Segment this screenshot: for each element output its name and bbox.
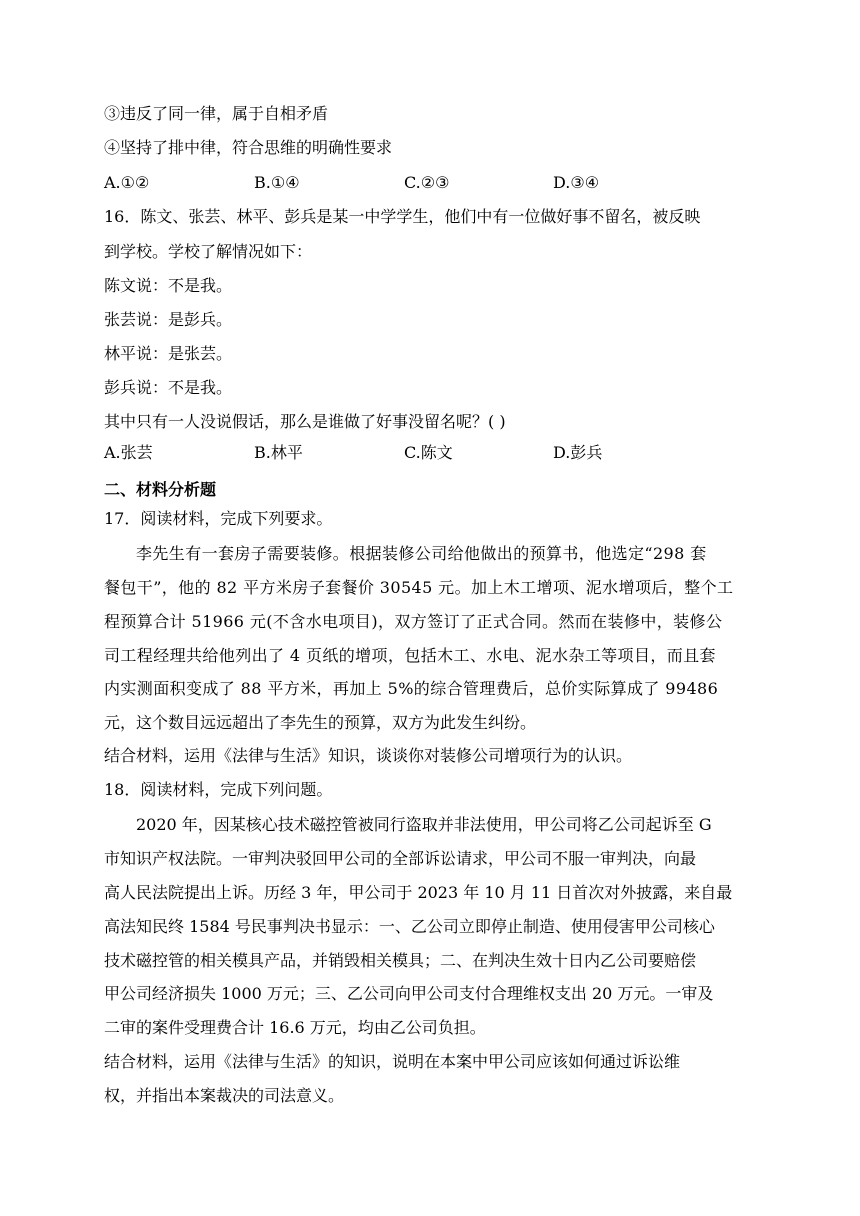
q16-stem-line1: 16．陈文、张芸、林平、彭兵是某一中学学生，他们中有一位做好事不留名，被反映 [104,207,701,226]
q16-question: 其中只有一人没说假话，那么是谁做了好事没留名呢？( ) [104,412,506,431]
q16-statement-3: 林平说：是张芸。 [104,344,233,363]
q15-option-a: A.①② [104,173,150,192]
q15-item-3: ③违反了同一律，属于自相矛盾 [104,104,329,123]
q17-material-line: 内实测面积变成了 88 平方米，再加上 5%的综合管理费后，总价实际算成了 99486 [104,679,719,698]
q16-option-a: A.张芸 [104,443,153,462]
q18-material-line: 市知识产权法院。一审判决驳回甲公司的全部诉讼请求，甲公司不服一审判决，向最 [104,849,697,868]
q18-material-line: 二审的案件受理费合计 16.6 万元，均由乙公司负担。 [104,1018,486,1037]
q17-material-line: 司工程经理共给他列出了 4 页纸的增项，包括木工、水电、泥水杂工等项目，而且套 [104,646,716,665]
q15-option-c: C.②③ [404,173,450,192]
q16-stem-line2: 到学校。学校了解情况如下： [104,242,313,261]
q16-option-b: B.林平 [254,443,303,462]
q18-stem: 18．阅读材料，完成下列问题。 [104,780,333,799]
q16-option-d: D.彭兵 [553,443,603,462]
q15-item-4: ④坚持了排中律，符合思维的明确性要求 [104,138,393,157]
q18-material-line: 2020 年，因某核心技术磁控管被同行盗取并非法使用，甲公司将乙公司起诉至 G [136,815,712,834]
q17-question: 结合材料，运用《法律与生活》知识，谈谈你对装修公司增项行为的认识。 [104,746,633,765]
q18-material-line: 高人民法院提出上诉。历经 3 年，甲公司于 2023 年 10 月 11 日首次对外披露，来自最 [104,883,733,902]
q18-material-line: 甲公司经济损失 1000 万元；三、乙公司向甲公司支付合理维权支出 20 万元。一审及 [104,984,714,1003]
section-heading: 二、材料分析题 [104,480,217,499]
q18-question-line1: 结合材料，运用《法律与生活》的知识，说明在本案中甲公司应该如何通过诉讼维 [104,1052,681,1071]
q18-material-line: 高法知民终 1584 号民事判决书显示：一、乙公司立即停止制造、使用侵害甲公司核心 [104,917,715,936]
q16-option-c: C.陈文 [404,443,453,462]
q17-material-line: 餐包干”，他的 82 平方米房子套餐价 30545 元。加上木工增项、泥水增项后，整个工 [104,578,734,597]
q15-option-d: D.③④ [553,173,600,192]
q18-material-line: 技术磁控管的相关模具产品，并销毁相关模具；二、在判决生效十日内乙公司要赔偿 [104,951,697,970]
q17-material-line: 程预算合计 51966 元(不含水电项目)，双方签订了正式合同。然而在装修中，装修公 [104,612,723,631]
q16-statement-4: 彭兵说：不是我。 [104,378,233,397]
q18-question-line2: 权，并指出本案裁决的司法意义。 [104,1086,345,1105]
q16-statement-2: 张芸说：是彭兵。 [104,310,233,329]
q16-statement-1: 陈文说：不是我。 [104,276,233,295]
q17-material-line: 元，这个数目远远超出了李先生的预算，双方为此发生纠纷。 [104,713,537,732]
q17-stem: 17．阅读材料，完成下列要求。 [104,509,333,528]
q17-material-line: 李先生有一套房子需要装修。根据装修公司给他做出的预算书，他选定“298 套 [136,544,707,563]
q15-option-b: B.①④ [254,173,300,192]
